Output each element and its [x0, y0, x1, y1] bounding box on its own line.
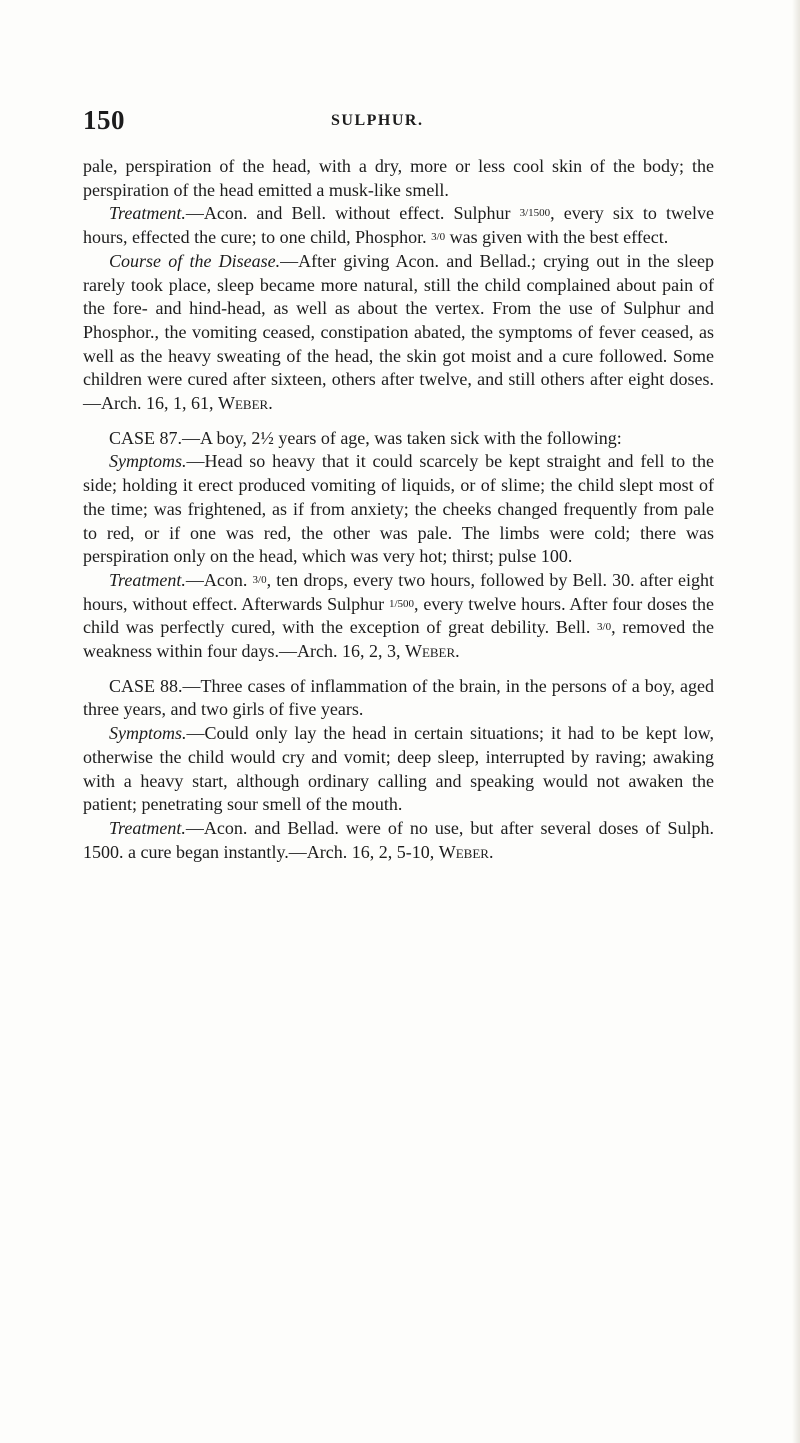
- dose-fraction: 1/500: [388, 597, 415, 610]
- dose-fraction: 3/0: [431, 231, 446, 244]
- paragraph-treatment: Treatment.—Acon. and Bellad. were of no use, but after several doses of Sulph. 1500. a cure began instantly.—Arch. 16, 2, 5-10, Weber.: [83, 817, 714, 862]
- dose-fraction: 3/0: [597, 621, 612, 634]
- paragraph-symptoms: Symptoms.—Head so heavy that it could scarcely be kept straight and fell to the side; holding it erect produced vomiting of liquids, or of slime; the child slept most of the time; was frightened, as if from anxiety; the cheeks changed frequently from pale to red, or if one was red, the other was pale. The limbs were cold; there was perspiration only on the head, which was very hot; thirst; pulse 100.: [83, 451, 714, 567]
- section-label: Symptoms.: [109, 723, 187, 744]
- body-text: [83, 155, 714, 864]
- section-label: Course of the Disease.: [109, 250, 281, 271]
- paragraph-course: Course of the Disease.—After giving Acon. and Bellad.; crying out in the sleep rarely took place, sleep became more natural, still the child complained about pain of the fore- and hind-head, as well as about the vertex. From the use of Sulphur and Phosphor., the vomiting ceased, constipation abated, the symptoms of fever ceased, as well as the heavy sweating of the head, the skin got moist and a cure followed. Some children were cured after sixteen, others after twelve, and still others after eight doses.—Arch. 16, 1, 61, Weber.: [83, 250, 714, 414]
- case-87-heading: CASE 87.—A boy, 2½ years of age, was taken sick with the following:: [109, 427, 622, 448]
- page-number: 150: [83, 105, 125, 135]
- section-label: Symptoms.: [109, 451, 187, 472]
- author-citation: Weber.: [404, 641, 460, 662]
- paragraph-continuation: pale, perspiration of the head, with a dry, more or less cool skin of the body; the perspiration of the head emitted a musk-like smell.: [83, 156, 714, 200]
- dose-fraction: 3/1500: [519, 207, 551, 220]
- running-head: SULPHUR.: [331, 112, 424, 129]
- page-edge: [792, 0, 800, 1443]
- section-label: Treatment.: [109, 203, 186, 224]
- author-citation: Weber.: [438, 841, 494, 862]
- author-citation: Weber.: [217, 393, 273, 414]
- paragraph-treatment: Treatment.—Acon. and Bell. without effect. Sulphur 3/1500, every six to twelve hours, effected the cure; to one child, Phosphor. 3/0 was given with the best effect.: [83, 203, 714, 248]
- section-label: Treatment.: [109, 817, 186, 838]
- section-label: Treatment.: [109, 569, 186, 590]
- paragraph-treatment: Treatment.—Acon. 3/0, ten drops, every two hours, followed by Bell. 30. after eight hours, without effect. Afterwards Sulphur 1/500, every twelve hours. After four doses the child was perfectly cured, with the exception of great debility. Bell. 3/0, removed the weakness within four days.—Arch. 16, 2, 3, Weber.: [83, 569, 715, 662]
- page-header: [83, 105, 693, 145]
- dose-fraction: 3/0: [252, 573, 267, 586]
- paragraph-symptoms: Symptoms.—Could only lay the head in certain situations; it had to be kept low, otherwise the child would cry and vomit; deep sleep, interrupted by raving; awaking with a heavy start, although ordinary calling and speaking would not awaken the patient; penetrating sour smell of the mouth.: [83, 723, 714, 815]
- case-88-heading: CASE 88.—Three cases of inflammation of the brain, in the persons of a boy, aged three years, and two girls of five years.: [83, 675, 714, 720]
